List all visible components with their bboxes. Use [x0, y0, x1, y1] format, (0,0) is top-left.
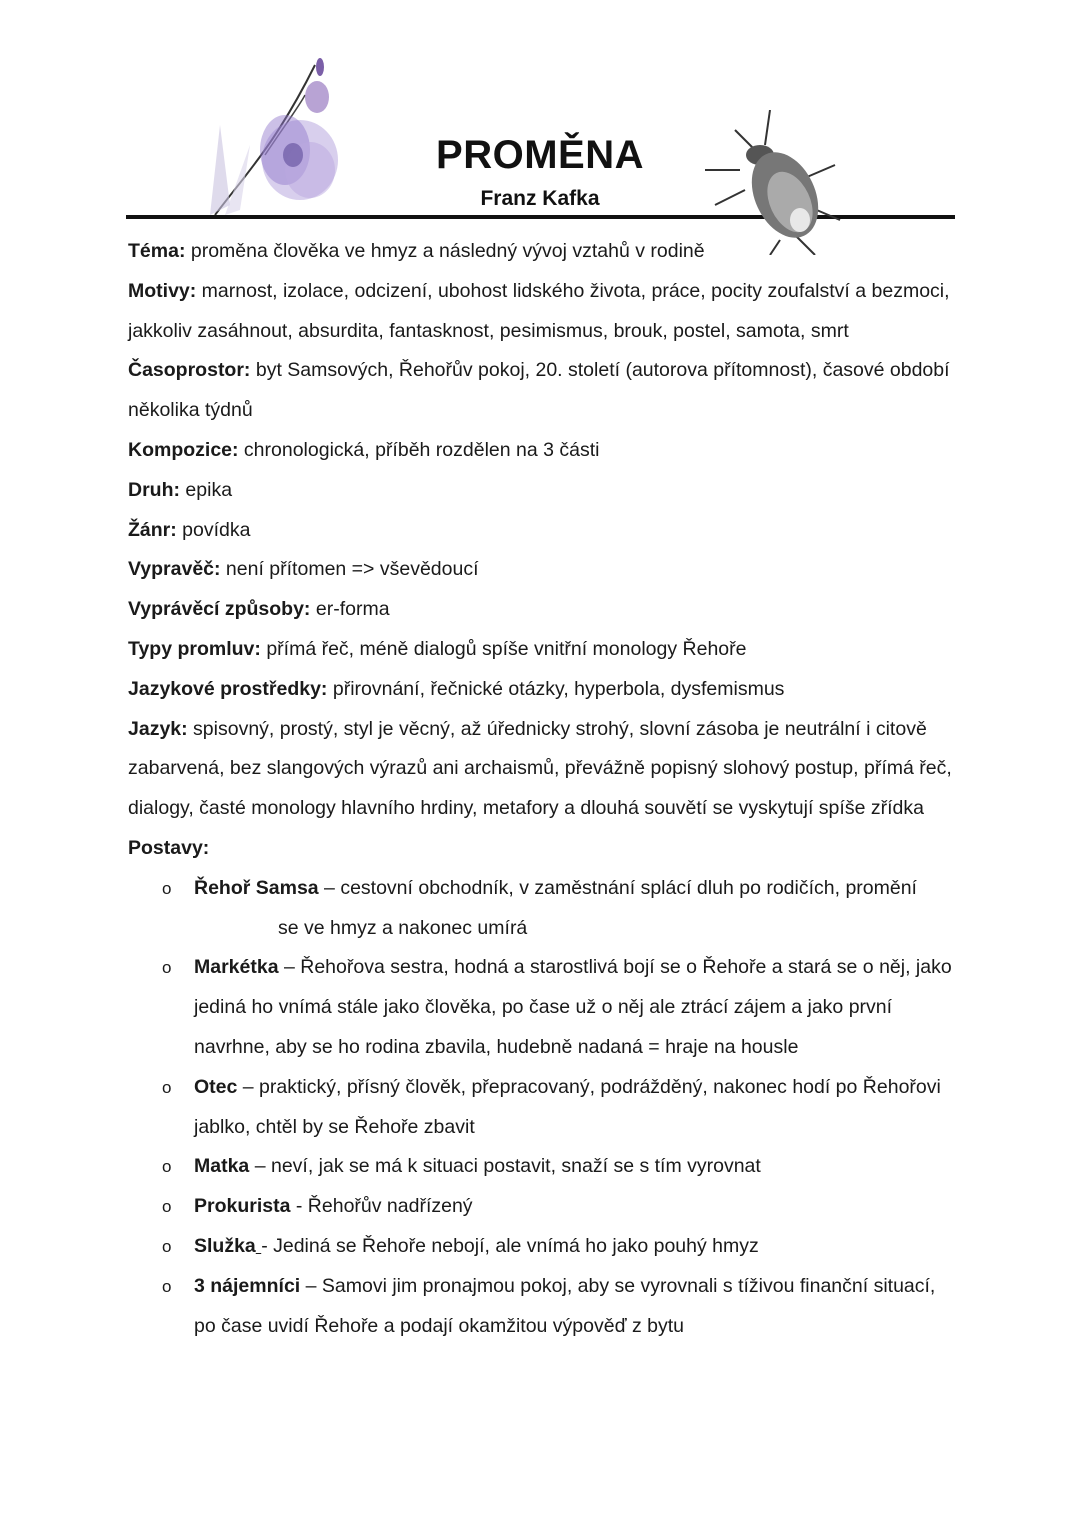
character-name: Služka	[194, 1234, 256, 1257]
bullet-icon: o	[162, 1236, 172, 1256]
author-subtitle: Franz Kafka	[480, 187, 600, 210]
field-tema	[128, 232, 958, 272]
list-item	[128, 1227, 958, 1267]
field-label: Motivy:	[128, 279, 197, 302]
field-label: Jazykové prostředky:	[128, 677, 328, 700]
field-label: Žánr:	[128, 518, 177, 541]
characters-heading-label: Postavy:	[128, 836, 210, 859]
list-item	[128, 1187, 958, 1227]
character-desc: cestovní obchodník, v zaměstnání splácí dluh po rodičích, promění	[340, 876, 917, 899]
field-label: Kompozice:	[128, 438, 239, 461]
field-value: spisovný, prostý, styl je věcný, až úřednicky strohý, slovní zásoba je neutrální i citově zabarvená, bez slangových výrazů ani archaismů, převážně popisný slohový postup, přímá řeč, dialogy, časté monology hlavního hrdiny, metafory a dlouhá souvětí se vyskytují spíše zřídka	[128, 717, 952, 820]
field-label: Časoprostor:	[128, 359, 251, 382]
field-label: Typy promluv:	[128, 637, 261, 660]
character-name: Otec	[194, 1075, 238, 1098]
field-vypravec	[128, 550, 958, 590]
field-motivy	[128, 272, 958, 352]
character-desc: Samovi jim pronajmou pokoj, aby se vyrovnali s tíživou finanční situací, po čase uvidí Řehoře a podají okamžitou výpověď z bytu	[194, 1274, 936, 1337]
field-value: přirovnání, řečnické otázky, hyperbola, dysfemismus	[327, 677, 785, 700]
character-name: Markétka	[194, 956, 279, 979]
list-item	[128, 1267, 958, 1347]
document-body	[128, 232, 958, 1346]
field-value: proměna člověka ve hmyz a následný vývoj vztahů v rodině	[185, 240, 705, 262]
bullet-icon: o	[162, 1276, 172, 1296]
bullet-icon: o	[162, 958, 172, 978]
field-jazykove-prostredky	[128, 670, 958, 710]
field-label: Vypravěč:	[128, 558, 221, 581]
field-label: Druh:	[128, 478, 180, 501]
character-desc: Řehořův nadřízený	[307, 1195, 473, 1218]
bullet-icon: o	[162, 1157, 172, 1177]
character-sep: –	[249, 1155, 271, 1178]
field-value: povídka	[176, 518, 251, 541]
character-sep: –	[237, 1075, 260, 1098]
list-item	[128, 948, 958, 1067]
character-name: Prokurista	[194, 1195, 291, 1218]
character-desc: - Jediná se Řehoře nebojí, ale vnímá ho jako pouhý hmyz	[261, 1234, 759, 1257]
list-item	[128, 869, 958, 949]
field-zanr	[128, 511, 958, 551]
field-kompozice	[128, 431, 958, 471]
field-value: er-forma	[310, 598, 390, 621]
character-desc: Řehořova sestra, hodná a starostlivá bojí se o Řehoře a stará se o něj, jako jediná ho vnímá stále jako člověka, po čase už o něj ale ztrácí zájem a jako první navrhne, aby se ho rodina zbavila, hudebně nadaná = hraje na housle	[194, 956, 952, 1058]
document-header	[0, 0, 1080, 260]
field-value: byt Samsových, Řehořův pokoj, 20. století (autorova přítomnost), časové období několika týdnů	[128, 359, 950, 422]
character-name: 3 nájemníci	[194, 1274, 301, 1297]
character-sep: -	[290, 1195, 308, 1218]
character-sep: –	[318, 876, 341, 899]
field-value: marnost, izolace, odcizení, ubohost lidského života, práce, pocity zoufalství a bezmoci, jakkoliv zasáhnout, absurdita, fantasknost, pesimismus, brouk, postel, samota, smrt	[128, 279, 950, 342]
bullet-icon: o	[162, 1077, 172, 1097]
field-jazyk	[128, 710, 958, 829]
field-druh	[128, 471, 958, 511]
character-sep: –	[300, 1274, 322, 1297]
page-title: PROMĚNA	[436, 133, 644, 177]
field-label: Vyprávěcí způsoby:	[128, 598, 311, 621]
field-value: epika	[180, 478, 233, 501]
field-value: chronologická, příběh rozdělen na 3 části	[238, 438, 600, 461]
field-casoprostor	[128, 351, 958, 431]
character-name: Řehoř Samsa	[194, 876, 319, 899]
characters-heading	[128, 829, 958, 869]
list-item	[128, 1147, 958, 1187]
character-sep: –	[278, 956, 301, 979]
list-item	[128, 1068, 958, 1148]
field-label: Téma:	[128, 240, 186, 262]
character-desc: praktický, přísný člověk, přepracovaný, podrážděný, nakonec hodí po Řehořovi jablko, chtěl by se Řehoře zbavit	[194, 1075, 941, 1138]
field-typy-promluv	[128, 630, 958, 670]
field-value: není přítomen => vševědoucí	[220, 558, 479, 581]
character-name: Matka	[194, 1155, 250, 1178]
field-vypraveci-zpusoby	[128, 590, 958, 630]
characters-list	[128, 869, 958, 1347]
bullet-icon: o	[162, 878, 172, 898]
field-value: přímá řeč, méně dialogů spíše vnitřní monology Řehoře	[260, 637, 747, 660]
field-label: Jazyk:	[128, 717, 188, 740]
character-desc: neví, jak se má k situaci postavit, snaží se s tím vyrovnat	[270, 1155, 761, 1178]
bullet-icon: o	[162, 1197, 172, 1217]
character-desc-continuation: se ve hmyz a nakonec umírá	[278, 916, 528, 939]
